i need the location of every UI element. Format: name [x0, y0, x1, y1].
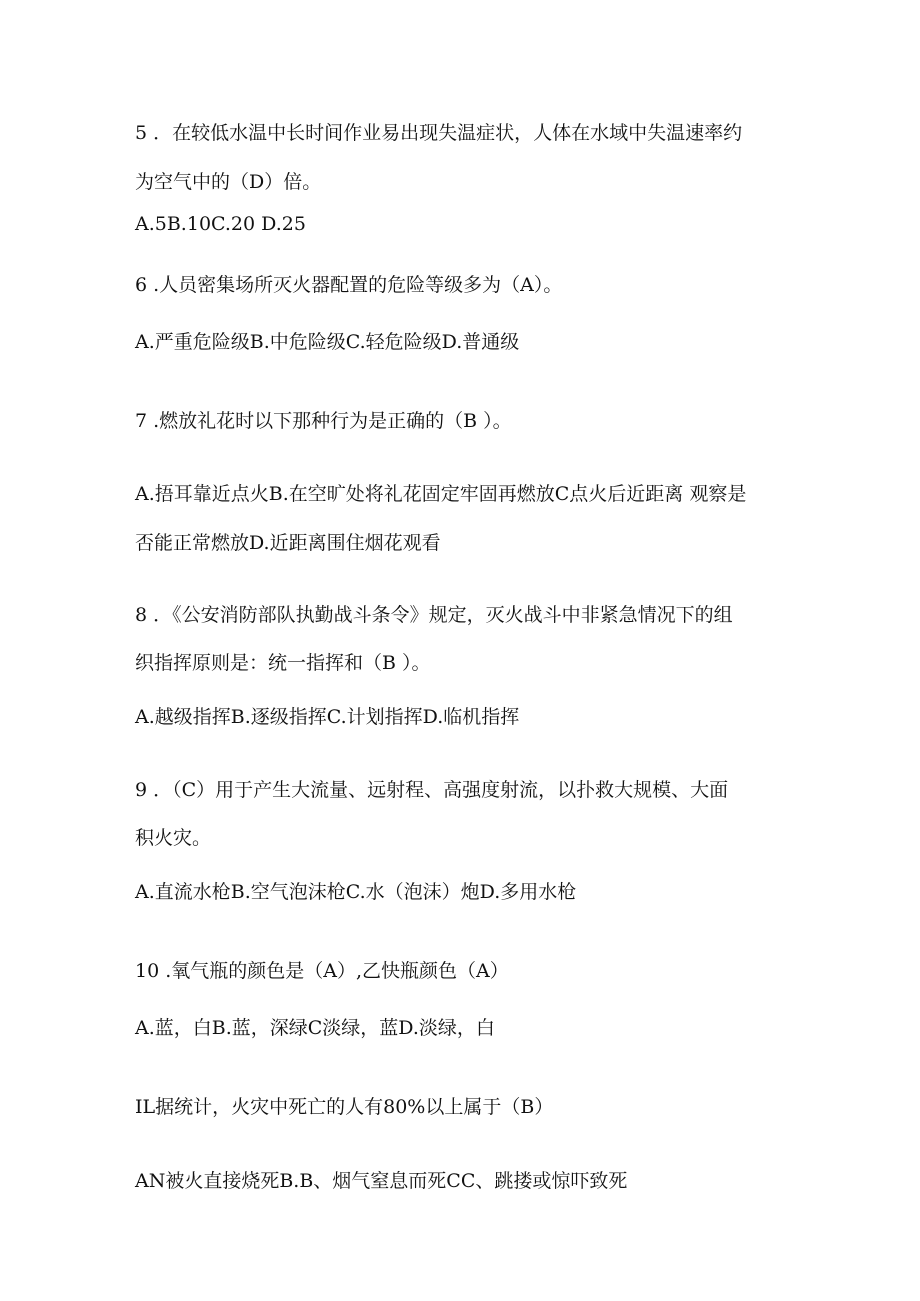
question-10-line-1: 10 .氧气瓶的颜色是（A）,乙快瓶颜色（A）: [135, 960, 509, 982]
question-9-line-1: 9 ．（C）用于产生大流量、远射程、高强度射流，以扑救大规模、大面: [135, 779, 729, 801]
question-8-options: A.越级指挥B.逐级指挥C.计划指挥D.临机指挥: [135, 706, 520, 728]
question-8-line-2: 织指挥原则是：统一指挥和（B ）。: [135, 652, 431, 674]
question-7-options-line-1: A.捂耳靠近点火B.在空旷处将礼花固定牢固再燃放C点火后近距离 观察是: [135, 483, 747, 505]
question-11-options: AN被火直接烧死B.B、烟气窒息而死CC、跳搂或惊吓致死: [135, 1170, 628, 1192]
question-9-options: A.直流水枪B.空气泡沫枪C.水（泡沫）炮D.多用水枪: [135, 881, 577, 903]
question-11-line-1: IL据统计，火灾中死亡的人有80%以上属于（B）: [135, 1096, 554, 1118]
question-5-options: A.5B.10C.20 D.25: [135, 213, 306, 235]
question-5-line-1: 5 ．在较低水温中长时间作业易出现失温症状，人体在水域中失温速率约: [135, 122, 743, 144]
question-10-options: A.蓝，白B.蓝，深绿C淡绿，蓝D.淡绿，白: [135, 1017, 495, 1039]
question-7-line-1: 7 .燃放礼花时以下那种行为是正确的（B ）。: [135, 410, 512, 432]
question-6-line-1: 6 .人员密集场所灭火器配置的危险等级多为（A）。: [135, 274, 563, 296]
question-9-line-2: 积火灾。: [135, 827, 212, 849]
question-8-line-1: 8 ．《公安消防部队执勤战斗条令》规定，灭火战斗中非紧急情况下的组: [135, 604, 733, 626]
question-7-options-line-2: 否能正常燃放D.近距离围住烟花观看: [135, 532, 441, 554]
question-5-line-2: 为空气中的（D）倍。: [135, 171, 322, 193]
question-6-options: A.严重危险级B.中危险级C.轻危险级D.普通级: [135, 331, 520, 353]
